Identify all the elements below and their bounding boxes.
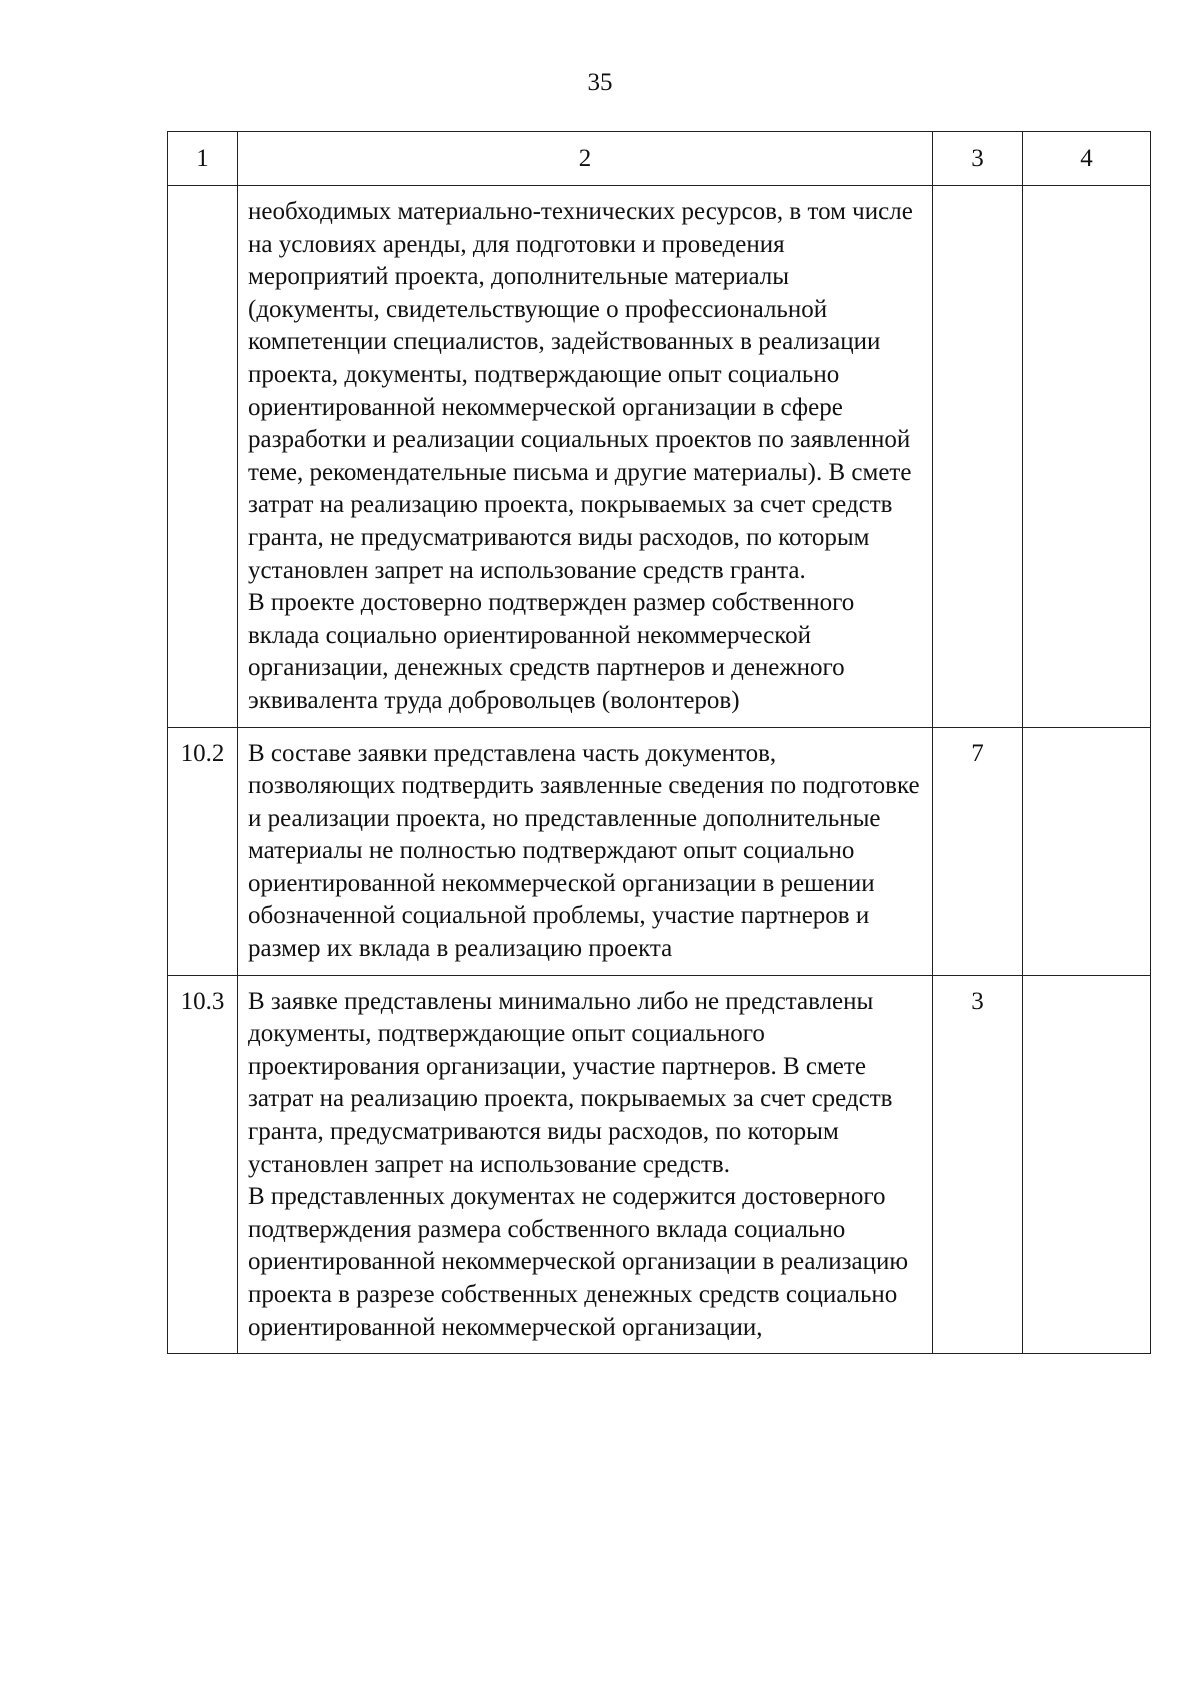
table-row	[168, 975, 1151, 1354]
score-cell	[933, 186, 1023, 728]
page-number: 35	[587, 69, 613, 96]
header-cell-3: 3	[933, 132, 1023, 186]
criterion-paragraph: В составе заявки представлена часть документов, позволяющих подтвердить заявленные сведения по подготовке и реализации проекта, но представленные дополнительные материалы не полностью подтверждают опыт социально ориентированной некоммерческой организации в решении обозначенной социальной проблемы, участие партнеров и размер их вклада в реализацию проекта	[248, 739, 920, 963]
extra-cell	[1023, 975, 1151, 1354]
extra-cell	[1023, 727, 1151, 975]
score-cell: 3	[933, 975, 1023, 1354]
table-row	[168, 727, 1151, 975]
row-number-cell: 10.3	[168, 975, 238, 1354]
table-header-row	[168, 132, 1151, 186]
score-cell: 7	[933, 727, 1023, 975]
table-row	[168, 186, 1151, 728]
criteria-table	[167, 131, 1151, 1354]
row-number-cell: 10.2	[168, 727, 238, 975]
header-cell-1: 1	[168, 132, 238, 186]
criterion-text-cell	[238, 975, 933, 1354]
criterion-paragraph: В проекте достоверно подтвержден размер собственного вклада социально ориентированной некоммерческой организации, денежных средств партнеров и денежного эквивалента труда добровольцев (волонтеров)	[248, 589, 855, 714]
header-cell-4: 4	[1023, 132, 1151, 186]
extra-cell	[1023, 186, 1151, 728]
criterion-paragraph: В представленных документах не содержится достоверного подтверждения размера собственного вклада социально ориентированной некоммерческой организации в реализацию проекта в разрезе собственных денежных средств социально ориентированной некоммерческой организации,	[248, 1183, 908, 1341]
row-number-cell	[168, 186, 238, 728]
header-cell-2: 2	[238, 132, 933, 186]
criterion-paragraph: В заявке представлены минимально либо не представлены документы, подтверждающие опыт социального проектирования организации, участие партнеров. В смете затрат на реализацию проекта, покрываемых за счет средств гранта, предусматриваются виды расходов, по которым установлен запрет на использование средств.	[248, 987, 893, 1178]
criterion-text-cell	[238, 186, 933, 728]
criterion-text-cell	[238, 727, 933, 975]
criterion-paragraph: необходимых материально-технических ресурсов, в том числе на условиях аренды, для подготовки и проведения мероприятий проекта, дополнительные материалы (документы, свидетельствующие о профессиональной компетенции специалистов, задействованных в реализации проекта, документы, подтверждающие опыт социально ориентированной некоммерческой организации в сфере разработки и реализации социальных проектов по заявленной теме, рекомендательные письма и другие материалы). В смете затрат на реализацию проекта, покрываемых за счет средств гранта, не предусматриваются виды расходов, по которым установлен запрет на использование средств гранта.	[248, 198, 913, 584]
